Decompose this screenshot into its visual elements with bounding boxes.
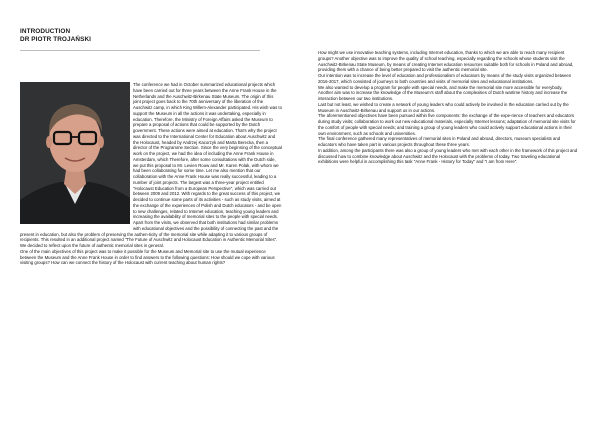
paragraph: We also wanted to develop a program for people with special needs, and make the memorial site more accessible for everybody. (318, 84, 563, 90)
paragraph: Last but not least, we wished to create a network of young leaders who could actively be involved in the education carried out by the Museum in Auschwitz-Birkenau and support us in our actions. (318, 101, 569, 113)
right-column (318, 50, 580, 165)
paragraph: Our intention was to increase the level of education and professionalism of educators by means of the study visits organized between 2016-2017, which consisted of journeys to both countries and visits of memorial sites and educational institutions. (318, 73, 572, 84)
section-title: INTRODUCTION (20, 28, 71, 35)
paragraph: In addition, among the participants there was also a group of young leaders who met with each other in the framework of this project and discussed how to combine knowledge about Auschwitz and the Holocaust with the problems of today. Two traveling educational exhibitions were helpful in accomplishing this task "Anne Frank - History for Today" and "I am from Here". (318, 147, 578, 165)
paragraph: The final conference gathered many representatives of memorial sites in Poland and abroad, directors, museum specialists and educators who have taken part in various projects throughout these three years. (318, 136, 561, 147)
paragraph: One of the main objectives of this project was to make it possible for the Museum and Memorial site to use the mutual experience between the Museum and the Anne Frank House in order to find answers to the following questions: How should we cope with various visiting groups? How can we connect the history of the Holocaust with current teaching about human rights? (20, 248, 275, 266)
left-column (20, 82, 282, 266)
paragraph: Another aim was to increase the knowledge of the Museum's staff about the complexities of Dutch wartime history and increase the interaction between our two institutions. (318, 90, 568, 101)
portrait-text-wrap (20, 82, 133, 228)
page-header (20, 28, 91, 44)
paragraph: The conference we had in October summarized educational projects which have been carried out for three years between the Anne Frank House in the Netherlands and the Auschwitz-Birkenau State Museum. The origin of this joint project goes back to the 70th anniversary of the liberation of the Auschwitz camp, in which King Willem-Alexander participated. His wish was to support the Museum in all the actions it was undertaking, especially in education. Therefore, the Ministry of Foreign Affairs asked the Museum to prepare a proposal of actions that could be supported by the Dutch government. These actions were aimed at education. That's why the project was directed to the International Center for Education about Auschwitz and the Holocaust, headed by Andrzej Kacorzyk and Marta Berecka, then a director of the Programme Section. Since the very beginning of the conceptual work on the project, we had the idea of including the Anne Frank House in Amsterdam, which Therefore, after some consultations with the Dutch side, we put this proposal to Mr. Levien Rouw and Mr. Karen Polak, with whom we had been collaborating for some time. Let me also mention that our collaboration with the Anne Frank House was really successful, leading to a number of joint projects. The largest was a three-year project entitled "Holocaust Education from a European Perspective", which was carried out between 2009 and 2012. With regards to the great success of this project, we decided to continue some parts of its activities - such as study visits, aimed at the exchange of the experiences of Polish and Dutch educators - and be open to new challenges, related to Internet education, teaching young leaders and increasing the availability of memorial sites to the people with special needs. Apart from the visits, we observed that both institutions had similar problems with educational objectives and the possibility of connecting the past and the present in education, but also the problem of preserving the authen-ticity of the memorial site while adapting it to various groups of recipients. This resulted in an additional project named "The Future of Auschwitz and Holocaust Education in Authentic Memorial Sites". We decided to reflect upon the future of authentic memorial sites in general. (20, 82, 283, 248)
paragraph: How might we use innovative teaching systems, including Internet education, thanks to which we are able to reach many recipient groups? Another objective was to improve the quality of school teaching, especially regarding the schools whose students visit the Auschwitz-Birkenau State Museum, by means of creating Internet education resources suitable both for schools in Poland and abroad, providing them with a chance of being better prepared to visit the authentic memorial site. (318, 50, 574, 73)
header-divider (20, 50, 260, 51)
author-name: DR PIOTR TROJAŃSKI (20, 36, 92, 43)
paragraph: The aforementioned objectives have been pursued within five components: the exchange of the expe-rience of teachers and educators during study visits; collaboration to work out new educational materials, especially Internet lessons; adaptation of memorial site visits for the comfort of people with special needs; and training a group of young leaders who could actively support educational actions in their own environment, such as schools and universities. (318, 113, 576, 136)
